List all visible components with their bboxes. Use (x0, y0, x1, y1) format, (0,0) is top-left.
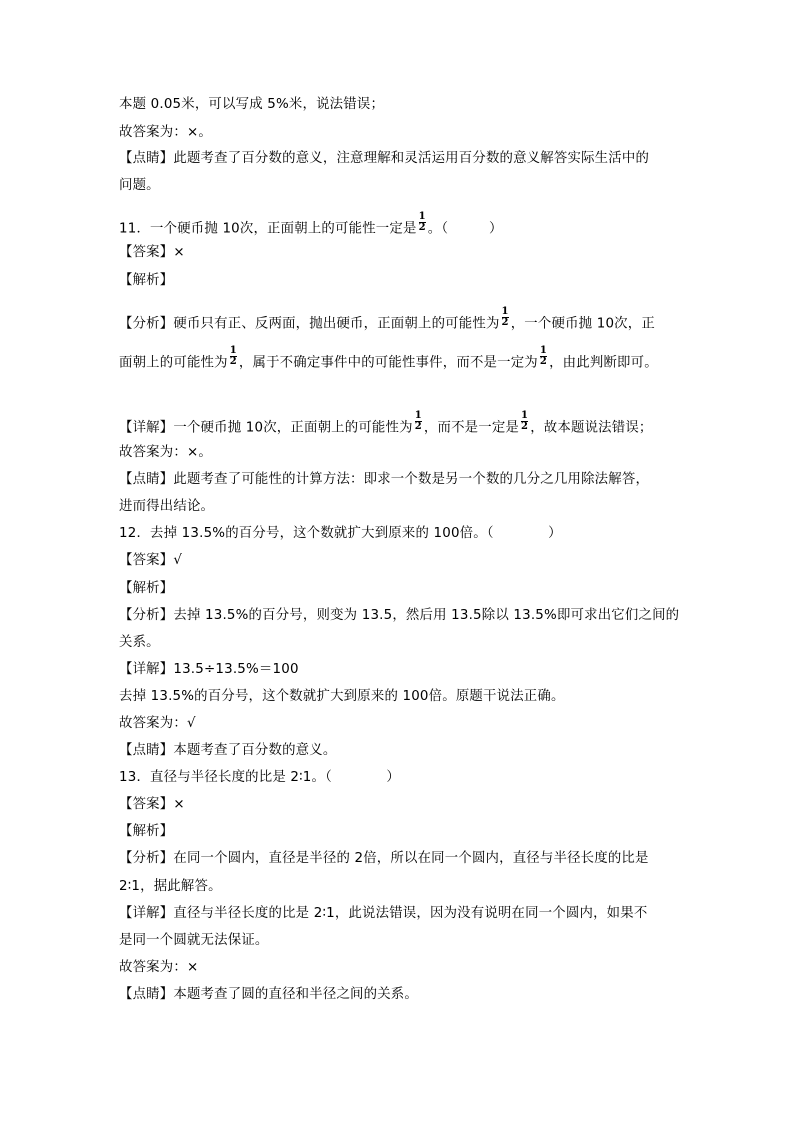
comment-line: 【点睛】本题考查了圆的直径和半径之间的关系。 (119, 987, 418, 1002)
comment-line: 【点睛】本题考查了百分数的意义。 (119, 743, 337, 758)
fraction-one-half (540, 346, 547, 367)
analysis-line (119, 345, 658, 373)
analysis-text: ，由此判断即可。 (549, 355, 658, 371)
detail-text: 【详解】一个硬币抛 10次，正面朝上的可能性为 (119, 420, 413, 436)
fraction-numerator: 1 (521, 410, 529, 421)
fraction-one-half (415, 411, 422, 432)
analysis-text: ，一个硬币抛 10次，正 (510, 316, 655, 332)
detail-line: 去掉 13.5%的百分号，这个数就扩大到原来的 100倍。原题干说法正确。 (119, 689, 565, 704)
text-line: 【点睛】此题考查了百分数的意义，注意理解和灵活运用百分数的意义解答实际生活中的 (119, 151, 650, 166)
fraction-denominator: 2 (501, 317, 509, 328)
text-line: 问题。 (119, 178, 160, 193)
question-11 (119, 211, 503, 239)
analysis-text: ，属于不确定事件中的可能性事件，而不是一定为 (238, 355, 538, 371)
analysis-heading: 【解析】 (119, 581, 174, 596)
answer-line: 【答案】× (119, 797, 185, 812)
fraction-one-half (419, 212, 426, 233)
fraction-denominator: 2 (539, 356, 548, 367)
analysis-heading: 【解析】 (119, 824, 174, 839)
fraction-one-half (521, 411, 528, 432)
comment-line: 【点睛】此题考查了可能性的计算方法：即求一个数是另一个数的几分之几用除法解答， (119, 472, 650, 487)
analysis-line: 2∶1，据此解答。 (119, 879, 222, 894)
analysis-heading: 【解析】 (119, 273, 174, 288)
question-text: 11．一个硬币抛 10次，正面朝上的可能性一定是 (119, 221, 417, 237)
analysis-line (119, 306, 655, 334)
fraction-numerator: 1 (229, 345, 237, 356)
detail-line: 是同一个圆就无法保证。 (119, 933, 269, 948)
detail-line (119, 410, 653, 438)
text-line: 故答案为：×。 (119, 125, 212, 140)
fraction-one-half (502, 307, 509, 328)
detail-text: ，故本题说法错误； (530, 420, 653, 436)
answer-line: 【答案】√ (119, 553, 183, 568)
fraction-one-half (230, 346, 237, 367)
text-line: 本题 0.05米，可以写成 5%米，说法错误； (119, 97, 385, 112)
analysis-text: 面朝上的可能性为 (119, 355, 228, 371)
comment-line: 进而得出结论。 (119, 499, 215, 514)
answer-conclusion: 故答案为：√ (119, 716, 196, 731)
question-blank: 。（ ） (427, 221, 503, 237)
fraction-denominator: 2 (418, 222, 426, 233)
answer-conclusion: 故答案为：×。 (119, 445, 212, 460)
detail-line: 【详解】直径与半径长度的比是 2∶1，此说法错误，因为没有说明在同一个圆内，如果不 (119, 906, 648, 921)
answer-conclusion: 故答案为：× (119, 960, 199, 975)
analysis-line: 【分析】在同一个圆内，直径是半径的 2倍，所以在同一个圆内，直径与半径长度的比是 (119, 851, 649, 866)
answer-line: 【答案】× (119, 245, 185, 260)
analysis-line: 【分析】去掉 13.5%的百分号，则变为 13.5，然后用 13.5除以 13.5%即可求出它们之间的 (119, 608, 680, 623)
fraction-numerator: 1 (539, 345, 548, 356)
fraction-numerator: 1 (418, 211, 426, 222)
analysis-text: 【分析】硬币只有正、反两面，抛出硬币，正面朝上的可能性为 (119, 316, 500, 332)
analysis-line: 关系。 (119, 635, 160, 650)
fraction-numerator: 1 (501, 306, 509, 317)
detail-line: 【详解】13.5÷13.5%＝100 (119, 662, 299, 677)
fraction-numerator: 1 (414, 410, 422, 421)
question-12: 12．去掉 13.5%的百分号，这个数就扩大到原来的 100倍。（ ） (119, 526, 562, 541)
question-13: 13．直径与半径长度的比是 2∶1。（ ） (119, 770, 400, 785)
detail-text: ，而不是一定是 (423, 420, 520, 436)
fraction-denominator: 2 (414, 421, 422, 432)
fraction-denominator: 2 (521, 421, 529, 432)
fraction-denominator: 2 (229, 356, 237, 367)
